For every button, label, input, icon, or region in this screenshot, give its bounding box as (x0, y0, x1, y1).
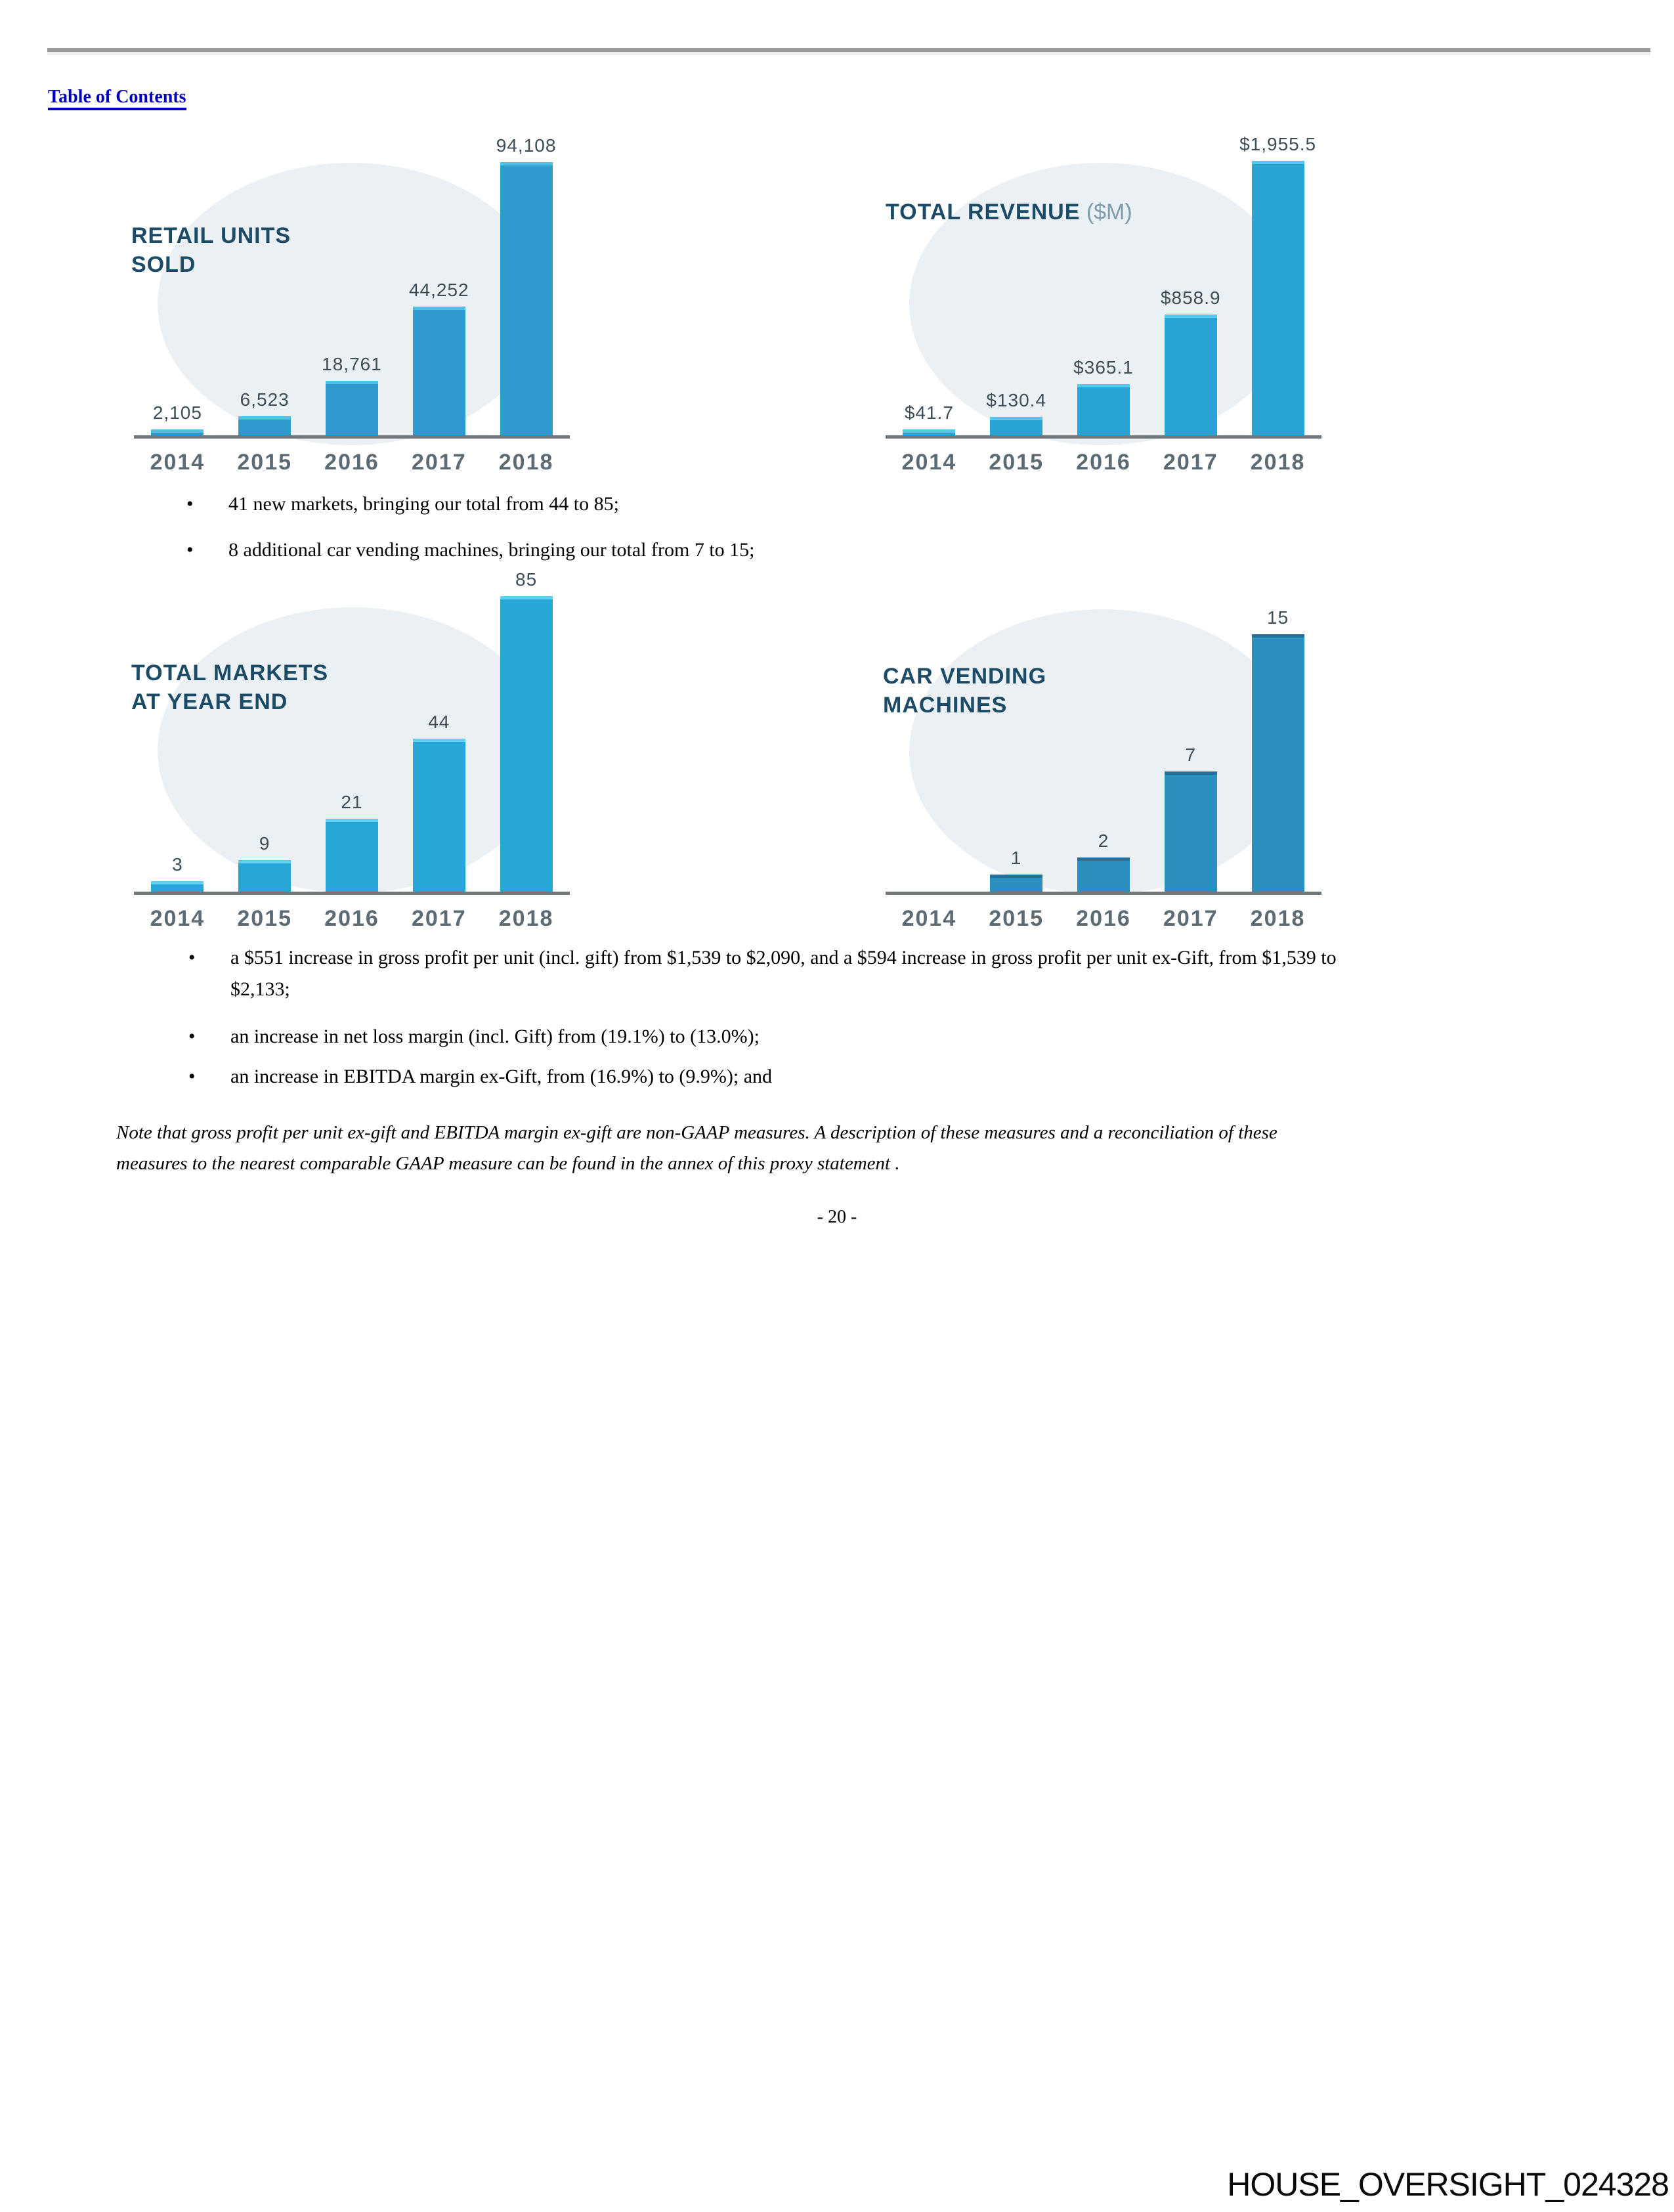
bar-column-2015 (221, 389, 309, 435)
axis-tick-label: 2017 (411, 450, 467, 475)
page-number: - 20 - (817, 1207, 857, 1227)
chart-plot-area (886, 134, 1321, 439)
bar-2014 (151, 429, 204, 435)
bar-2017 (1165, 771, 1217, 892)
bar-2017 (1165, 314, 1217, 435)
bar-2016 (326, 381, 378, 435)
bar-column-2014 (134, 402, 221, 435)
bullet-text: an increase in net loss margin (incl. Gift) from (19.1%) to (13.0%); (230, 1026, 760, 1047)
list-item (188, 1021, 1551, 1052)
table-of-contents-link[interactable]: Table of Contents (48, 87, 186, 110)
bar-2015 (990, 875, 1042, 892)
bullet-text: 41 new markets, bringing our total from 44 to 85; (228, 493, 619, 515)
bullet-marker: • (188, 947, 196, 968)
chart-title-line: AT YEAR END (131, 689, 288, 714)
chart-title-line: TOTAL REVENUE (886, 200, 1081, 225)
bar-value-label: 7 (1185, 745, 1197, 765)
chart-total-revenue (876, 134, 1336, 476)
axis-tick-label: 2015 (237, 906, 293, 931)
bar-2015 (238, 860, 291, 892)
bar-column-2017 (395, 280, 483, 435)
axis-tick-label: 2015 (989, 450, 1044, 475)
bar-column-2018 (1234, 134, 1321, 435)
list-item (188, 1061, 1551, 1093)
bar-column-2016 (309, 354, 396, 435)
chart-title (131, 659, 328, 716)
bar-column-2014 (886, 886, 973, 892)
bar-value-label: 18,761 (322, 354, 382, 374)
chart-plot-area (886, 591, 1321, 895)
axis-tick-label: 2016 (324, 450, 379, 475)
chart-car-vending-machines (876, 591, 1336, 929)
bar-value-label: 6,523 (240, 389, 290, 410)
bar-column-2016 (1060, 831, 1148, 892)
chart-title-line: CAR VENDING (883, 664, 1047, 689)
bar-value-label: 94,108 (496, 135, 557, 156)
list-item (186, 488, 755, 520)
bar-2018 (1252, 161, 1304, 435)
bar-value-label: 15 (1267, 607, 1289, 628)
bar-column-2016 (309, 792, 396, 892)
note-line: Note that gross profit per unit ex-gift and EBITDA margin ex-gift are non-GAAP measures. A description of these measures and a reconciliation of these (116, 1122, 1277, 1143)
chart-retail-units-sold (125, 135, 584, 476)
axis-tick-label: 2015 (237, 450, 293, 475)
chart-x-axis-labels (134, 906, 570, 932)
chart-plot-area (134, 569, 570, 895)
bar-column-2017 (1147, 288, 1234, 435)
bullet-marker: • (188, 1026, 196, 1047)
bar-value-label: 44,252 (408, 280, 469, 300)
bar-2018 (1252, 634, 1304, 892)
chart-title (131, 221, 291, 279)
axis-tick-label: 2015 (989, 906, 1044, 931)
bullet-list-growth (186, 488, 755, 566)
note-line: measures to the nearest comparable GAAP measure can be found in the annex of this proxy statement . (116, 1153, 900, 1174)
bar-2016 (1077, 384, 1130, 435)
bar-value-label: $858.9 (1160, 288, 1221, 308)
bar-2017 (413, 739, 465, 892)
chart-title (883, 662, 1046, 720)
axis-tick-label: 2014 (901, 906, 957, 931)
bates-stamp-watermark: HOUSE_OVERSIGHT_024328 (1227, 2166, 1669, 2203)
axis-tick-label: 2018 (498, 906, 554, 931)
bar-value-label: 1 (1010, 848, 1022, 868)
axis-tick-label: 2014 (150, 450, 205, 475)
bar-2016 (1077, 857, 1130, 892)
chart-title-line: MACHINES (883, 693, 1008, 718)
bar-column-2014 (886, 402, 973, 435)
chart-title-line: SOLD (131, 252, 196, 277)
bar-value-label: 2 (1098, 831, 1109, 851)
bullet-marker: • (188, 1066, 196, 1087)
bullet-text: a $551 increase in gross profit per unit (incl. gift) from $1,539 to $2,090, and a $594 increase in gross profit per unit ex-Gift, from $1,539 to (230, 947, 1337, 968)
axis-tick-label: 2018 (498, 450, 554, 475)
bar-column-2015 (973, 848, 1060, 892)
axis-tick-label: 2017 (1163, 450, 1218, 475)
bar-column-2017 (1147, 745, 1234, 892)
list-item (186, 534, 755, 566)
bar-column-2018 (483, 569, 570, 892)
bar-value-label: 3 (172, 854, 183, 875)
non-gaap-note (116, 1117, 1567, 1179)
bar-value-label: $130.4 (986, 390, 1047, 410)
bar-value-label: 21 (341, 792, 363, 812)
bar-column-2014 (134, 854, 221, 892)
chart-title-line: TOTAL MARKETS (131, 661, 329, 685)
top-divider-shadow (47, 52, 1650, 55)
bullet-text: 8 additional car vending machines, bringing our total from 7 to 15; (228, 539, 755, 561)
axis-tick-label: 2017 (411, 906, 467, 931)
bullet-list-financials (188, 942, 1551, 1093)
chart-plot-area (134, 135, 570, 439)
bar-2015 (238, 416, 291, 435)
bar-value-label: 2,105 (152, 402, 202, 423)
bar-value-label: $365.1 (1073, 357, 1134, 378)
bar-column-2018 (483, 135, 570, 435)
chart-x-axis-labels (886, 906, 1321, 932)
axis-tick-label: 2014 (150, 906, 205, 931)
bullet-marker: • (186, 539, 194, 561)
list-item (188, 942, 1551, 1005)
axis-tick-label: 2016 (1076, 450, 1131, 475)
bar-column-2016 (1060, 357, 1148, 435)
bar-2014 (151, 881, 204, 892)
bar-2018 (500, 162, 553, 435)
bar-value-label: 44 (428, 712, 450, 732)
bar-2015 (990, 417, 1042, 435)
bar-column-2015 (973, 390, 1060, 435)
bar-2014 (903, 429, 955, 435)
bullet-text: an increase in EBITDA margin ex-Gift, from (16.9%) to (9.9%); and (230, 1066, 773, 1087)
axis-tick-label: 2017 (1163, 906, 1218, 931)
bar-value-label: $1,955.5 (1239, 134, 1317, 154)
chart-total-markets (125, 569, 584, 931)
bar-2017 (413, 307, 465, 435)
bar-column-2018 (1234, 607, 1321, 892)
axis-tick-label: 2018 (1250, 450, 1306, 475)
axis-tick-label: 2016 (1076, 906, 1131, 931)
axis-tick-label: 2014 (901, 450, 957, 475)
axis-tick-label: 2018 (1250, 906, 1306, 931)
bar-column-2015 (221, 833, 309, 892)
bar-value-label: 9 (259, 833, 270, 854)
chart-title-line: RETAIL UNITS (131, 223, 291, 248)
chart-x-axis-labels (134, 450, 570, 475)
bar-value-label: $41.7 (904, 402, 954, 423)
bar-value-label: 85 (515, 569, 538, 590)
bar-2018 (500, 596, 553, 892)
axis-tick-label: 2016 (324, 906, 379, 931)
chart-x-axis-labels (886, 450, 1321, 475)
bullet-text: $2,133; (230, 978, 290, 1000)
bar-column-2017 (395, 712, 483, 892)
bullet-marker: • (186, 493, 194, 515)
chart-title (886, 198, 1132, 227)
bar-2016 (326, 819, 378, 892)
chart-title-unit: ($M) (1080, 200, 1132, 225)
